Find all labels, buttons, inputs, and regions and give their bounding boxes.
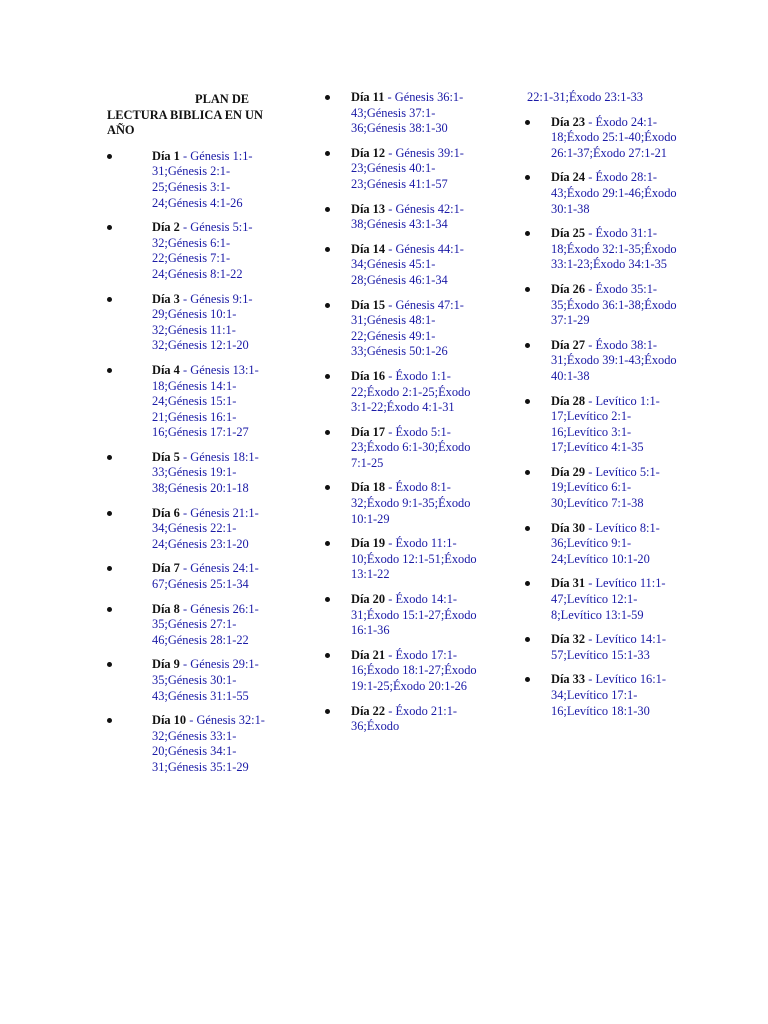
separator: - [588, 393, 593, 408]
list-item [527, 170, 677, 217]
separator: - [588, 114, 593, 129]
reading-refs-link[interactable]: Génesis 42:1-38;Génesis 43:1-34 [351, 201, 464, 232]
separator: - [183, 657, 188, 672]
day-label: Día 28 [551, 393, 586, 408]
day-label: Día 3 [152, 291, 180, 306]
bullet-icon [325, 709, 330, 714]
day-label: Día 15 [351, 297, 386, 312]
reading-refs-link[interactable]: Génesis 39:1-23;Génesis 40:1-23;Génesis 41:1-57 [351, 145, 464, 191]
list-item [327, 242, 477, 289]
list-item [107, 220, 277, 282]
bullet-icon [325, 485, 330, 490]
bullet-icon [525, 399, 530, 404]
reading-refs-link[interactable]: Génesis 5:1-32;Génesis 6:1-22;Génesis 7:1-24;Génesis 8:1-22 [152, 220, 253, 281]
reading-refs-link[interactable]: Levítico 16:1-34;Levítico 17:1-16;Levítico 18:1-30 [551, 672, 666, 718]
day-label: Día 25 [551, 226, 586, 241]
day-label: Día 32 [551, 632, 586, 647]
bullet-icon [107, 566, 112, 571]
reading-refs-link[interactable]: Génesis 24:1-67;Génesis 25:1-34 [152, 561, 259, 592]
bullet-icon [525, 287, 530, 292]
list-item [327, 704, 477, 735]
reading-list-2 [327, 90, 477, 735]
reading-refs-link[interactable]: Génesis 21:1-34;Génesis 22:1-24;Génesis 23:1-20 [152, 505, 259, 551]
list-item [327, 202, 477, 233]
reading-refs-link[interactable]: Génesis 26:1-35;Génesis 27:1-46;Génesis 28:1-22 [152, 601, 259, 647]
bullet-icon [107, 718, 112, 723]
list-item [327, 146, 477, 193]
reading-list-3 [527, 115, 677, 720]
reading-list-1 [107, 149, 277, 776]
separator: - [183, 362, 188, 377]
bullet-icon [325, 207, 330, 212]
column-2 [327, 90, 477, 744]
day-label: Día 33 [551, 672, 586, 687]
day-label: Día 20 [351, 592, 386, 607]
bullet-icon [525, 526, 530, 531]
reading-refs-link[interactable]: Levítico 1:1-17;Levítico 2:1-16;Levítico 3:1-17;Levítico 4:1-35 [551, 393, 660, 455]
bullet-icon [525, 120, 530, 125]
list-item [327, 298, 477, 360]
day-label: Día 29 [551, 464, 586, 479]
day-label: Día 14 [351, 241, 386, 256]
day-label: Día 11 [351, 90, 385, 104]
reading-refs-link[interactable]: Éxodo 11:1-10;Éxodo 12:1-51;Éxodo 13:1-22 [351, 536, 477, 582]
separator: - [388, 241, 393, 256]
reading-refs-link[interactable]: Génesis 32:1-32;Génesis 33:1-20;Génesis 34:1-31;Génesis 35:1-29 [152, 713, 265, 774]
reading-refs-link[interactable]: Génesis 13:1-18;Génesis 14:1-24;Génesis 15:1-21;Génesis 16:1-16;Génesis 17:1-27 [152, 362, 259, 440]
separator: - [388, 592, 393, 607]
bullet-icon [107, 662, 112, 667]
list-item [107, 363, 277, 441]
reading-refs-link[interactable]: Éxodo 31:1-18;Éxodo 32:1-35;Éxodo 33:1-23;Éxodo 34:1-35 [551, 226, 677, 272]
list-item [527, 632, 677, 663]
separator: - [183, 561, 188, 576]
separator: - [183, 148, 188, 163]
reading-refs-link[interactable]: Éxodo 5:1-23;Éxodo 6:1-30;Éxodo 7:1-25 [351, 424, 471, 470]
title-line-2: LECTURA BIBLICA EN UN AÑO [107, 107, 263, 138]
separator: - [588, 464, 593, 479]
separator: - [189, 713, 194, 728]
bullet-icon [325, 95, 330, 100]
reading-refs-link[interactable]: Éxodo 38:1-31;Éxodo 39:1-43;Éxodo 40:1-38 [551, 337, 677, 383]
bullet-icon [107, 154, 112, 159]
separator: - [588, 281, 593, 296]
separator: - [388, 424, 393, 439]
title-line-1: PLAN DE [195, 92, 250, 106]
bullet-icon [107, 297, 112, 302]
bullet-icon [325, 247, 330, 252]
list-item [327, 369, 477, 416]
reading-refs-link[interactable]: Éxodo 35:1-35;Éxodo 36:1-38;Éxodo 37:1-29 [551, 281, 677, 328]
bullet-icon [107, 225, 112, 230]
bullet-icon [325, 430, 330, 435]
day-label: Día 31 [551, 576, 586, 591]
separator: - [588, 520, 593, 535]
day-label: Día 19 [351, 536, 386, 551]
reading-refs-link[interactable]: Éxodo 21:1-36;Éxodo [351, 703, 458, 734]
page-title [107, 92, 267, 139]
reading-refs-link[interactable]: Levítico 14:1-57;Levítico 15:1-33 [551, 632, 666, 662]
reading-refs-link[interactable]: Génesis 9:1-29;Génesis 10:1-32;Génesis 11:1-32;Génesis 12:1-20 [152, 291, 253, 353]
reading-refs-link[interactable]: Éxodo 24:1-18;Éxodo 25:1-40;Éxodo 26:1-37;Éxodo 27:1-21 [551, 114, 677, 160]
separator: - [388, 145, 393, 160]
list-item [527, 672, 677, 719]
separator: - [183, 449, 188, 464]
reading-refs-link[interactable]: Génesis 44:1-34;Génesis 45:1-28;Génesis 46:1-34 [351, 241, 464, 287]
day-label: Día 5 [152, 449, 180, 464]
day-label: Día 21 [351, 647, 386, 662]
bullet-icon [525, 175, 530, 180]
day-label: Día 27 [551, 337, 586, 352]
bullet-icon [325, 151, 330, 156]
list-item [107, 657, 277, 704]
bullet-icon [325, 374, 330, 379]
bullet-icon [325, 653, 330, 658]
separator: - [388, 647, 393, 662]
separator: - [183, 505, 188, 520]
separator: - [388, 703, 393, 718]
list-item [107, 713, 277, 775]
reading-refs-link[interactable]: Levítico 5:1-19;Levítico 6:1-30;Levítico 7:1-38 [551, 464, 660, 511]
column-1 [107, 90, 277, 785]
day-label: Día 24 [551, 170, 586, 185]
day-label: Día 1 [152, 148, 180, 163]
list-item [527, 521, 677, 568]
reading-refs-link[interactable]: Levítico 11:1-47;Levítico 12:1-8;Levítico 13:1-59 [551, 576, 666, 622]
reading-refs-link[interactable]: Levítico 8:1-36;Levítico 9:1-24;Levítico 10:1-20 [551, 520, 660, 566]
list-item [327, 592, 477, 639]
reading-refs-link[interactable]: Génesis 29:1-35;Génesis 30:1-43;Génesis 31:1-55 [152, 657, 259, 703]
separator: - [588, 576, 593, 591]
day-label: Día 18 [351, 480, 386, 495]
list-item [527, 115, 677, 162]
list-item [527, 465, 677, 512]
day-label: Día 17 [351, 424, 386, 439]
list-item [107, 450, 277, 497]
reading-refs-link[interactable]: Éxodo 1:1-22;Éxodo 2:1-25;Éxodo 3:1-22;Éxodo 4:1-31 [351, 368, 471, 415]
bullet-icon [325, 303, 330, 308]
bullet-icon [525, 581, 530, 586]
day-label: Día 4 [152, 362, 180, 377]
day-label: Día 26 [551, 281, 586, 296]
separator: - [183, 291, 188, 306]
day-label: Día 12 [351, 145, 386, 160]
day-label: Día 16 [351, 368, 386, 383]
continued-refs[interactable]: 22:1-31;Éxodo 23:1-33 [527, 90, 643, 104]
list-item [107, 602, 277, 649]
separator: - [588, 337, 593, 352]
reading-refs-link[interactable]: Éxodo 14:1-31;Éxodo 15:1-27;Éxodo 16:1-36 [351, 592, 477, 638]
list-item [327, 425, 477, 472]
day-label: Día 7 [152, 561, 180, 576]
separator: - [388, 368, 393, 383]
reading-refs-link[interactable]: Éxodo 8:1-32;Éxodo 9:1-35;Éxodo 10:1-29 [351, 480, 471, 526]
separator: - [388, 536, 393, 551]
bullet-icon [107, 607, 112, 612]
reading-refs-link[interactable]: Éxodo 17:1-16;Éxodo 18:1-27;Éxodo 19:1-25;Éxodo 20:1-26 [351, 647, 477, 693]
list-item [527, 338, 677, 385]
day-label: Día 30 [551, 520, 586, 535]
list-item [107, 292, 277, 354]
list-item [107, 149, 277, 211]
reading-refs-link[interactable]: Éxodo 28:1-43;Éxodo 29:1-46;Éxodo 30:1-38 [551, 170, 677, 216]
day-label: Día 2 [152, 220, 180, 235]
separator: - [588, 672, 593, 687]
bullet-icon [525, 677, 530, 682]
list-item [327, 480, 477, 527]
bullet-icon [107, 455, 112, 460]
reading-refs-link[interactable]: Génesis 36:1-43;Génesis 37:1-36;Génesis 38:1-30 [351, 90, 464, 136]
separator: - [588, 170, 593, 185]
separator: - [387, 90, 392, 104]
list-item [327, 90, 477, 137]
day-label: Día 10 [152, 713, 187, 728]
column-3 [527, 90, 677, 728]
separator: - [388, 480, 393, 495]
separator: - [588, 632, 593, 647]
reading-refs-link[interactable]: Génesis 47:1-31;Génesis 48:1-22;Génesis 49:1-33;Génesis 50:1-26 [351, 297, 464, 359]
bullet-icon [325, 541, 330, 546]
list-item [527, 226, 677, 273]
list-item [107, 561, 277, 592]
reading-refs-link[interactable]: Génesis 1:1-31;Génesis 2:1-25;Génesis 3:1-24;Génesis 4:1-26 [152, 148, 253, 210]
list-item [527, 394, 677, 456]
day-label: Día 9 [152, 657, 180, 672]
list-item [107, 506, 277, 553]
separator: - [183, 220, 188, 235]
day-label: Día 23 [551, 114, 586, 129]
bullet-icon [525, 343, 530, 348]
bullet-icon [107, 511, 112, 516]
bullet-icon [325, 597, 330, 602]
day-label: Día 8 [152, 601, 180, 616]
list-item [527, 576, 677, 623]
separator: - [388, 201, 393, 216]
list-item [327, 648, 477, 695]
separator: - [388, 297, 393, 312]
separator: - [183, 601, 188, 616]
separator: - [588, 226, 593, 241]
bullet-icon [525, 231, 530, 236]
bullet-icon [107, 368, 112, 373]
list-item [527, 282, 677, 329]
day-label: Día 22 [351, 703, 386, 718]
reading-refs-link[interactable]: Génesis 18:1-33;Génesis 19:1-38;Génesis 20:1-18 [152, 449, 259, 496]
bullet-icon [525, 637, 530, 642]
bullet-icon [525, 470, 530, 475]
list-item [327, 536, 477, 583]
day-label: Día 13 [351, 201, 386, 216]
day-label: Día 6 [152, 505, 180, 520]
